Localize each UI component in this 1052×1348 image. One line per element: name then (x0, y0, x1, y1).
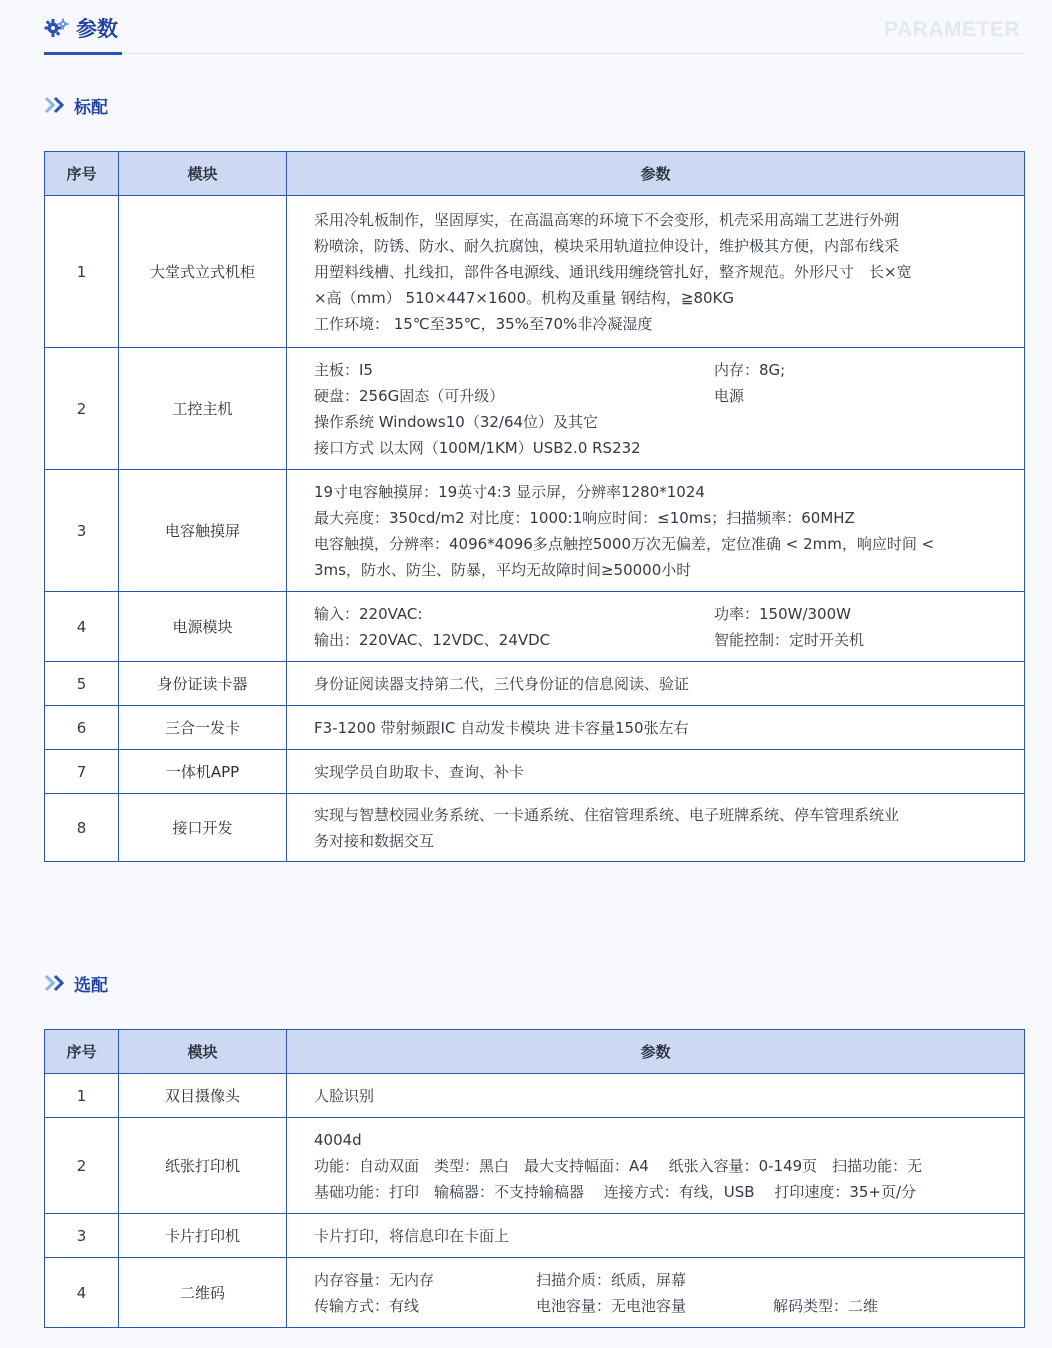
param-line: 采用冷轧板制作，坚固厚实，在高温高寒的环境下不会变形，机壳采用高端工艺进行外朔 (314, 210, 900, 229)
table-row (45, 196, 1025, 348)
param-line: 最大亮度：350cd/m2 对比度：1000:1响应时间：≤10ms；扫描频率：60MHZ (314, 508, 855, 527)
param-left: 硬盘：256G固态（可升级） (314, 386, 505, 405)
param-line: 操作系统 Windows10（32/64位）及其它 (314, 412, 599, 431)
table-row (45, 348, 1025, 470)
table-row (45, 592, 1025, 662)
param-line: 卡片打印，将信息印在卡面上 (314, 1226, 510, 1245)
param-left: 输入：220VAC: (314, 604, 423, 623)
page-header (44, 14, 1024, 56)
row-module: 一体机APP (119, 750, 287, 794)
col-header-module: 模块 (119, 1030, 287, 1074)
col-header-no: 序号 (45, 152, 119, 196)
row-module: 工控主机 (119, 348, 287, 470)
param-line: 人脸识别 (314, 1086, 375, 1105)
param-decode: 解码类型：二维 (773, 1296, 879, 1315)
row-no: 2 (45, 1118, 119, 1214)
row-no: 8 (45, 794, 119, 862)
table-row (45, 470, 1025, 592)
param-pair (314, 601, 998, 627)
param-pair (314, 383, 998, 409)
param-line: 用塑料线槽、扎线扣，部件各电源线、通讯线用缠绕管扎好，整齐规范。外形尺寸 长×宽 (314, 262, 912, 281)
header-accent-bar (44, 52, 122, 55)
param-left: 主板：I5 (314, 360, 373, 379)
table-row (45, 750, 1025, 794)
param-right: 智能控制：定时开关机 (714, 630, 865, 649)
table-header-row (45, 152, 1025, 196)
row-module: 电容触摸屏 (119, 470, 287, 592)
row-params (287, 1214, 1025, 1258)
param-line: 接口方式 以太网（100M/1KM）USB2.0 RS232 (314, 438, 641, 457)
param-line: ×高（mm） 510×447×1600。机构及重量 钢结构，≧80KG (314, 288, 735, 307)
row-module: 二维码 (119, 1258, 287, 1328)
row-module: 三合一发卡 (119, 706, 287, 750)
table-header-row (45, 1030, 1025, 1074)
row-params (287, 794, 1025, 862)
row-params (287, 1074, 1025, 1118)
param-pair (314, 627, 998, 653)
section-title-standard (44, 92, 108, 118)
table-row (45, 1074, 1025, 1118)
row-params (287, 196, 1025, 348)
param-line: 实现与智慧校园业务系统、一卡通系统、住宿管理系统、电子班牌系统、停车管理系统业 (314, 805, 900, 824)
row-module: 接口开发 (119, 794, 287, 862)
param-pair (314, 1267, 998, 1293)
page-title-en: PARAMETER (884, 18, 1020, 41)
param-line: 基础功能：打印 输稿器：不支持输稿器 连接方式：有线，USB 打印速度：35+页/分 (314, 1182, 917, 1201)
row-params (287, 706, 1025, 750)
param-right: 电源 (714, 386, 745, 405)
row-no: 7 (45, 750, 119, 794)
param-right: 内存：8G; (714, 360, 786, 379)
row-params (287, 348, 1025, 470)
param-line: 务对接和数据交互 (314, 831, 435, 850)
table-row (45, 1258, 1025, 1328)
param-left: 输出：220VAC、12VDC、24VDC (314, 630, 551, 649)
row-params (287, 1118, 1025, 1214)
table-row (45, 662, 1025, 706)
row-no: 5 (45, 662, 119, 706)
row-params (287, 592, 1025, 662)
row-no: 6 (45, 706, 119, 750)
row-no: 4 (45, 592, 119, 662)
table-row (45, 706, 1025, 750)
row-module: 电源模块 (119, 592, 287, 662)
row-module: 身份证读卡器 (119, 662, 287, 706)
row-no: 3 (45, 470, 119, 592)
standard-config-table (44, 151, 1025, 862)
col-header-no: 序号 (45, 1030, 119, 1074)
row-params (287, 750, 1025, 794)
param-line: 3ms，防水、防尘、防暴，平均无故障时间≥50000小时 (314, 560, 692, 579)
row-module: 大堂式立式机柜 (119, 196, 287, 348)
param-battery: 电池容量：无电池容量 (536, 1296, 687, 1315)
row-no: 3 (45, 1214, 119, 1258)
param-line: 粉喷涂，防锈、防水、耐久抗腐蚀，模块采用轨道拉伸设计，维护极其方便，内部布线采 (314, 236, 900, 255)
double-chevron-right-icon (44, 974, 68, 992)
table-row (45, 794, 1025, 862)
col-header-module: 模块 (119, 152, 287, 196)
section-label: 选配 (74, 975, 108, 996)
row-no: 1 (45, 196, 119, 348)
param-line: 4004d (314, 1130, 362, 1149)
section-title-optional (44, 970, 108, 996)
col-header-params: 参数 (287, 1030, 1025, 1074)
param-right: 功率：150W/300W (714, 604, 851, 623)
row-params (287, 470, 1025, 592)
row-module: 卡片打印机 (119, 1214, 287, 1258)
optional-config-table (44, 1029, 1025, 1328)
param-line: 工作环境： 15℃至35℃，35%至70%非冷凝湿度 (314, 314, 653, 333)
param-medium: 扫描介质：纸质，屏幕 (536, 1270, 687, 1289)
table-row (45, 1214, 1025, 1258)
gear-icon (44, 17, 70, 41)
row-module: 双目摄像头 (119, 1074, 287, 1118)
param-line: 功能：自动双面 类型：黑白 最大支持幅面：A4 纸张入容量：0-149页 扫描功能：无 (314, 1156, 923, 1175)
param-line: 实现学员自助取卡、查询、补卡 (314, 762, 525, 781)
param-line: 19寸电容触摸屏：19英寸4:3 显示屏，分辨率1280*1024 (314, 482, 705, 501)
double-chevron-right-icon (44, 96, 68, 114)
param-triple (314, 1293, 998, 1319)
col-header-params: 参数 (287, 152, 1025, 196)
row-module: 纸张打印机 (119, 1118, 287, 1214)
row-no: 4 (45, 1258, 119, 1328)
param-transfer: 传输方式：有线 (314, 1296, 420, 1315)
row-params (287, 662, 1025, 706)
param-line: 身份证阅读器支持第二代，三代身份证的信息阅读、验证 (314, 674, 690, 693)
row-no: 1 (45, 1074, 119, 1118)
param-storage: 内存容量：无内存 (314, 1270, 435, 1289)
row-no: 2 (45, 348, 119, 470)
row-params (287, 1258, 1025, 1328)
section-label: 标配 (74, 97, 108, 118)
table-row (45, 1118, 1025, 1214)
page-title: 参数 (76, 17, 118, 41)
param-line: 电容触摸，分辨率：4096*4096多点触控5000万次无偏差，定位准确 < 2mm，响应时间 < (314, 534, 935, 553)
param-line: F3-1200 带射频跟IC 自动发卡模块 进卡容量150张左右 (314, 718, 689, 737)
header-divider (44, 53, 1024, 54)
param-pair (314, 357, 998, 383)
